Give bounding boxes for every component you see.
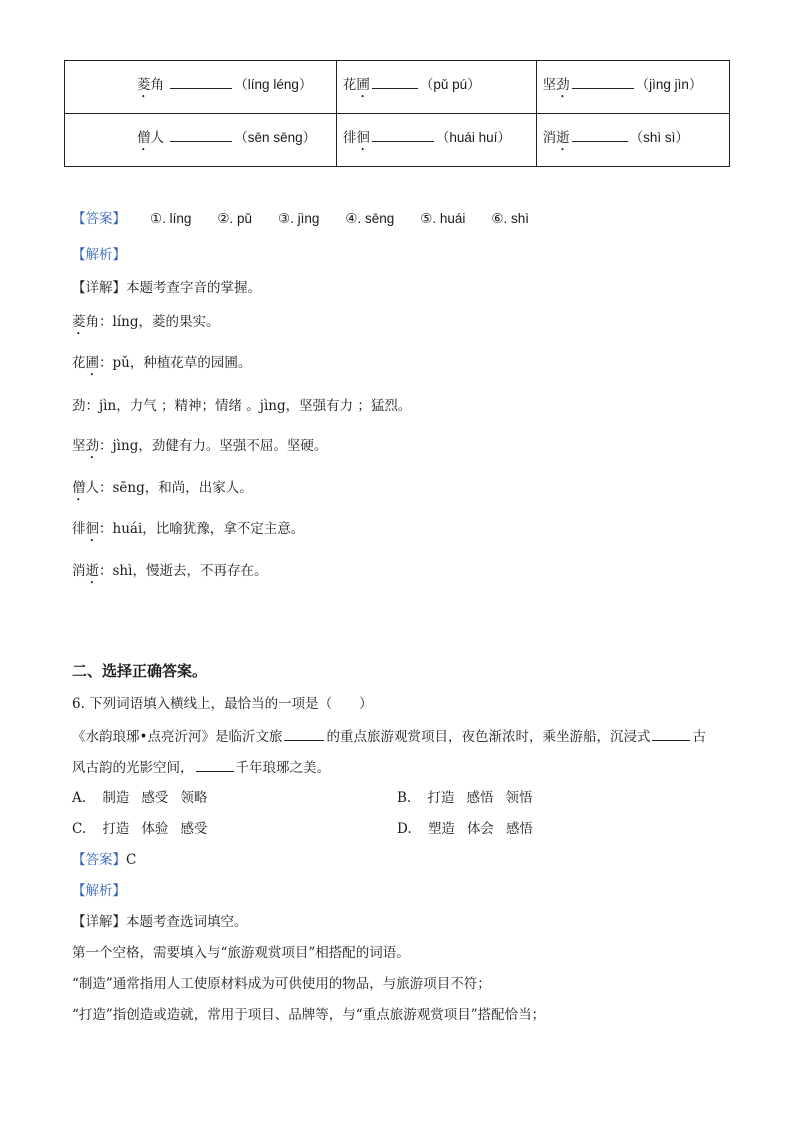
detail-tag: 【详解】	[72, 914, 126, 930]
option-word: 打造	[427, 790, 455, 806]
explanation-line	[72, 478, 253, 504]
fill-blank[interactable]	[284, 728, 324, 741]
analysis-tag-line	[72, 245, 126, 265]
option-d[interactable]	[397, 819, 533, 839]
option-word: 制造	[102, 790, 130, 806]
fill-blank[interactable]	[196, 759, 234, 772]
option-word: 打造	[102, 821, 130, 837]
explanation-word: 花	[72, 355, 86, 371]
pronunciation-table	[64, 60, 730, 167]
option-word: 体会	[466, 821, 494, 837]
pinyin-options: （huái huí）	[435, 130, 511, 145]
explanation-line	[72, 312, 219, 338]
explanation-text: ：pǔ，种植花草的园圃。	[99, 355, 252, 371]
cell-word: 消	[542, 130, 557, 146]
explanation-word: 徘	[72, 521, 86, 537]
pinyin-options: （jìng jìn）	[635, 77, 703, 92]
answer-value: C	[126, 852, 137, 868]
explanation-line	[72, 561, 267, 587]
explanation-word: 消	[72, 563, 86, 579]
emphasized-char: 逝	[85, 563, 99, 579]
explanation-text: 劲：jìn，力气 ；精神；情绪 。jìng，坚强有力 ；猛烈。	[72, 398, 412, 414]
option-label: D.	[397, 821, 412, 837]
passage-text: 的重点旅游观赏项目，夜色渐浓时，乘坐游船，沉浸式	[326, 729, 651, 745]
section-title: 二、选择正确答案。	[72, 662, 208, 680]
explanation-line	[72, 396, 411, 416]
option-a[interactable]	[72, 788, 207, 808]
table-row	[65, 114, 730, 167]
option-word: 感受	[180, 821, 208, 837]
cell-word: 坚	[542, 77, 557, 93]
answer-line	[72, 850, 136, 870]
emphasized-char: 徊	[85, 521, 99, 537]
explanation-text: ：shì，慢逝去，不再存在。	[99, 563, 268, 579]
emphasized-char: 菱	[72, 314, 86, 330]
emphasized-char: 圃	[356, 77, 370, 93]
answer-item: ⑤. huái	[420, 211, 466, 226]
table-cell	[336, 61, 536, 114]
explanation-text: 人：sēng，和尚，出家人。	[85, 480, 253, 496]
passage-line	[72, 758, 330, 778]
analysis-tag: 【解析】	[72, 247, 126, 263]
detail-line	[72, 278, 261, 298]
answer-tag: 【答案】	[72, 852, 126, 868]
emphasized-char: 逝	[556, 130, 570, 146]
table-cell	[336, 114, 536, 167]
detail-line	[72, 912, 248, 932]
table-cell	[65, 114, 337, 167]
answer-item: ④. sēng	[345, 211, 395, 226]
answer-line	[72, 209, 555, 229]
passage-text: 风古韵的光影空间，	[72, 760, 194, 776]
cell-word: 角	[150, 77, 164, 93]
pinyin-options: （líng léng）	[234, 77, 313, 92]
passage-text: 古	[692, 729, 706, 745]
answer-item: ①. líng	[150, 211, 192, 226]
analysis-tag: 【解析】	[72, 883, 126, 899]
explanation-word: 坚	[72, 438, 86, 454]
analysis-tag-line	[72, 881, 126, 901]
answer-tag: 【答案】	[72, 211, 126, 227]
answer-blank[interactable]	[372, 129, 434, 142]
cell-word: 花	[342, 77, 357, 93]
pinyin-options: （sēn sēng）	[234, 130, 317, 145]
option-word: 感悟	[466, 790, 494, 806]
option-word: 感受	[141, 790, 169, 806]
option-word: 体验	[141, 821, 169, 837]
option-word: 感悟	[505, 821, 533, 837]
explanation-text: ：huái，比喻犹豫，拿不定主意。	[99, 521, 305, 537]
explanation-text: ：jìng，劲健有力。坚强不屈。坚硬。	[99, 438, 328, 454]
answer-item: ②. pǔ	[217, 211, 252, 226]
table-cell	[65, 61, 337, 114]
table-cell	[536, 114, 729, 167]
passage-text: 《水韵琅琊•点亮沂河》是临沂文旅	[72, 729, 283, 745]
explanation-line: 第一个空格，需要填入与“旅游观赏项目”相搭配的词语。	[72, 945, 410, 961]
passage-line	[72, 727, 706, 747]
option-label: B.	[397, 790, 412, 806]
passage-text: 千年琅琊之美。	[235, 760, 330, 776]
emphasized-char: 劲	[85, 438, 99, 454]
answer-item: ③. jìng	[278, 211, 320, 226]
table-cell	[536, 61, 729, 114]
explanation-line	[72, 436, 327, 462]
answer-item: ⑥. shì	[491, 211, 530, 226]
fill-blank[interactable]	[652, 728, 690, 741]
answer-blank[interactable]	[372, 76, 418, 89]
table-row	[65, 61, 730, 114]
emphasized-char: 僧	[72, 480, 86, 496]
answer-blank[interactable]	[572, 129, 628, 142]
explanation-line	[72, 353, 251, 379]
option-word: 领悟	[505, 790, 533, 806]
explanation-line: “打造”指创造或造就，常用于项目、品牌等，与“重点旅游观赏项目”搭配恰当；	[72, 1007, 546, 1023]
detail-text: 本题考查选词填空。	[126, 914, 248, 930]
cell-word: 人	[150, 130, 164, 146]
explanation-line: “制造”通常指用人工使原材料成为可供使用的物品，与旅游项目不符；	[72, 976, 491, 992]
explanation-line	[72, 519, 304, 545]
cell-word: 徘	[342, 130, 357, 146]
answer-blank[interactable]	[170, 129, 232, 142]
question-stem: 6. 下列词语填入横线上，最恰当的一项是（ ）	[72, 696, 373, 712]
emphasized-char: 圃	[85, 355, 99, 371]
pinyin-options: （pǔ pú）	[419, 77, 481, 92]
option-c[interactable]	[72, 819, 207, 839]
option-label: C.	[72, 821, 87, 837]
option-label: A.	[72, 790, 87, 806]
option-b[interactable]	[397, 788, 533, 808]
pinyin-options: （shì sì）	[629, 130, 689, 145]
emphasized-char: 劲	[556, 77, 570, 93]
emphasized-char: 僧	[137, 130, 151, 146]
answer-blank[interactable]	[170, 76, 232, 89]
emphasized-char: 菱	[137, 77, 151, 93]
detail-tag: 【详解】	[72, 280, 126, 296]
emphasized-char: 徊	[356, 130, 370, 146]
answer-blank[interactable]	[572, 76, 634, 89]
option-word: 塑造	[427, 821, 455, 837]
detail-text: 本题考查字音的掌握。	[126, 280, 261, 296]
explanation-text: 角：líng，菱的果实。	[85, 314, 220, 330]
option-word: 领略	[180, 790, 208, 806]
